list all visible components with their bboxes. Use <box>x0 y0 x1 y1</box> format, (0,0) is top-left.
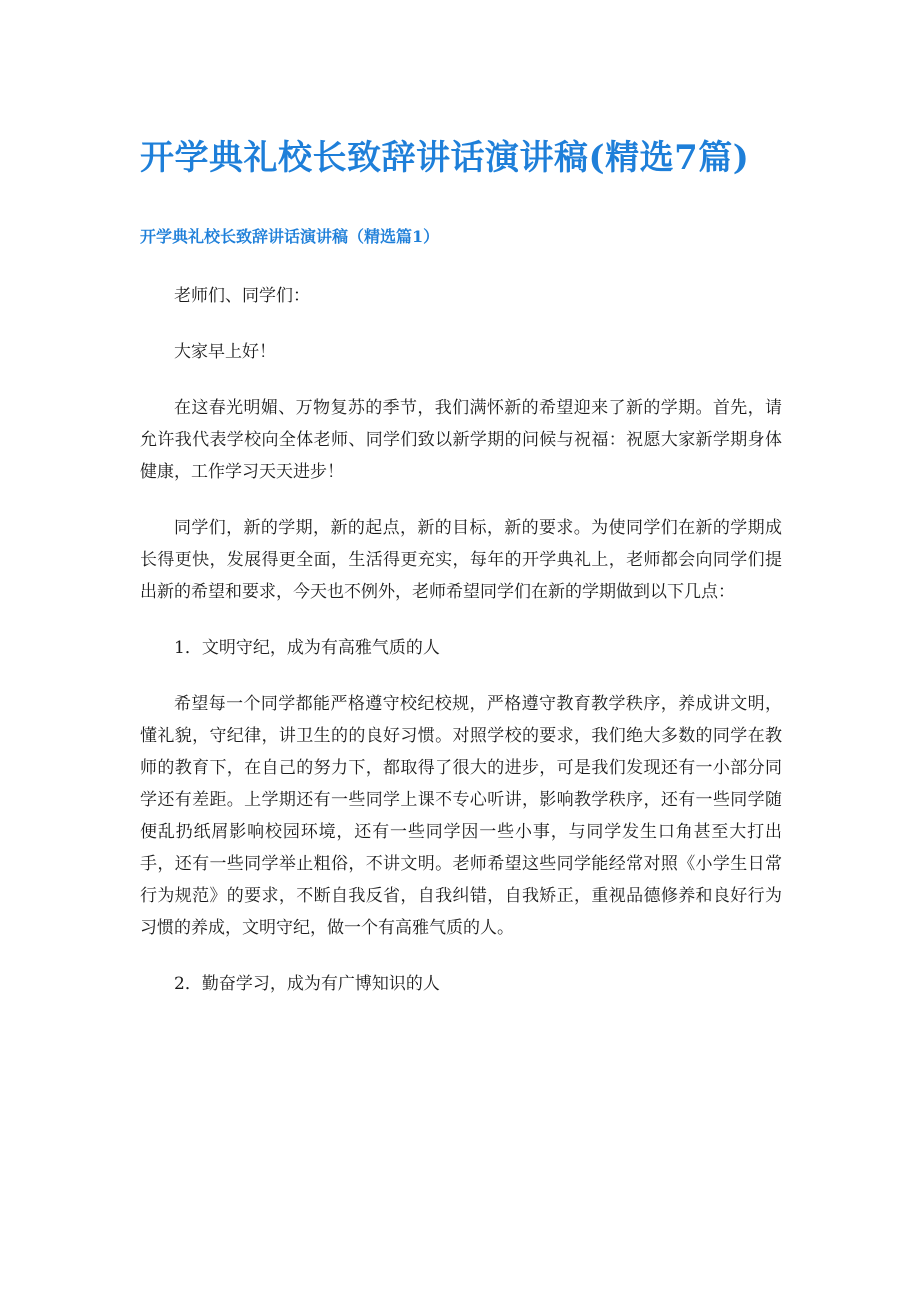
point-heading-1: 1．文明守纪，成为有高雅气质的人 <box>174 638 440 658</box>
paragraph-intro: 在这春光明媚、万物复苏的季节，我们满怀新的希望迎来了新的学期。首先，请允许我代表学校向全体老师、同学们致以新学期的问候与祝福：祝愿大家新学期身体健康，工作学习天天进步！ <box>140 398 782 482</box>
document-title: 开学典礼校长致辞讲话演讲稿(精选7篇) <box>140 138 750 178</box>
salutation: 老师们、同学们： <box>174 286 310 306</box>
section-heading: 开学典礼校长致辞讲话演讲稿（精选篇1） <box>140 227 440 246</box>
document-body <box>140 280 782 1024</box>
greeting: 大家早上好！ <box>174 342 276 362</box>
point-heading-2: 2．勤奋学习，成为有广博知识的人 <box>174 974 440 994</box>
paragraph-expectations: 同学们，新的学期，新的起点，新的目标，新的要求。为使同学们在新的学期成长得更快，发展得更全面，生活得更充实，每年的开学典礼上，老师都会向同学们提出新的希望和要求，今天也不例外，老师希望同学们在新的学期做到以下几点： <box>140 518 782 602</box>
paragraph-point-1: 希望每一个同学都能严格遵守校纪校规，严格遵守教育教学秩序，养成讲文明，懂礼貌，守纪律，讲卫生的的良好习惯。对照学校的要求，我们绝大多数的同学在教师的教育下，在自己的努力下，都取得了很大的进步，可是我们发现还有一小部分同学还有差距。上学期还有一些同学上课不专心听讲，影响教学秩序，还有一些同学随便乱扔纸屑影响校园环境，还有一些同学因一些小事，与同学发生口角甚至大打出手，还有一些同学举止粗俗，不讲文明。老师希望这些同学能经常对照《小学生日常行为规范》的要求，不断自我反省，自我纠错，自我矫正，重视品德修养和良好行为习惯的养成，文明守纪，做一个有高雅气质的人。 <box>140 694 782 938</box>
